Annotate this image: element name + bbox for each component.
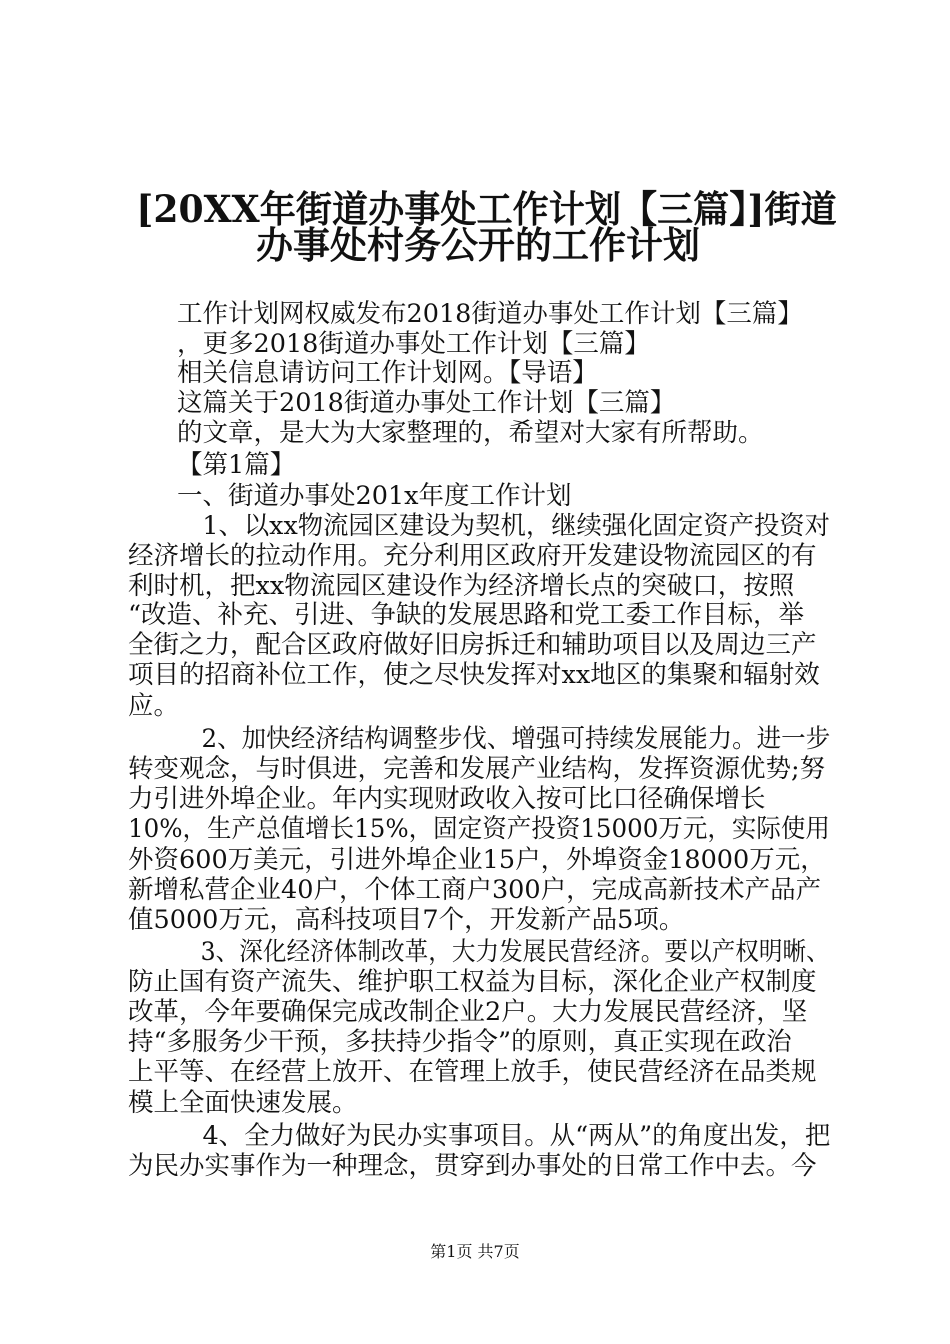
intro-line: ，更多2018街道办事处工作计划【三篇】 [177,329,650,359]
paragraph-line: 力引进外埠企业。年内实现财政收入按可比口径确保增长 [128,784,766,814]
subsection-heading: 一、街道办事处201x年度工作计划 [177,481,572,511]
paragraph-line: 防止国有资产流失、维护职工权益为目标，深化企业产权制度 [128,967,817,997]
document-title-line-1: [20XX年街道办事处工作计划【三篇】]街道 [136,187,837,231]
paragraph-line: 10%，生产总值增长15%，固定资产投资15000万元，实际使用 [128,814,830,844]
paragraph-line: “改造、补充、引进、争缺的发展思路和党工委工作目标，举 [128,600,805,630]
intro-line: 相关信息请访问工作计划网。【导语】 [177,358,598,388]
paragraph-line: 全街之力，配合区政府做好旧房拆迁和辅助项目以及周边三产 [128,630,817,660]
intro-line: 的文章，是大为大家整理的，希望对大家有所帮助。 [177,418,764,448]
paragraph-line: 转变观念，与时俱进，完善和发展产业结构，发挥资源优势;努 [128,754,826,784]
paragraph-line: 经济增长的拉动作用。充分利用区政府开发建设物流园区的有 [128,541,817,571]
paragraph-line: 持“多服务少干预，多扶持少指令”的原则，真正实现在政治 [128,1027,792,1057]
intro-line: 工作计划网权威发布2018街道办事处工作计划【三篇】 [177,299,803,329]
paragraph-line: 外资600万美元，引进外埠企业15户，外埠资金18000万元， [128,845,826,875]
paragraph-line: 为民办实事作为一种理念，贯穿到办事处的日常工作中去。今 [128,1151,817,1181]
paragraph-line: 上平等、在经营上放开、在管理上放手，使民营经济在品类规 [128,1057,817,1087]
intro-line: 这篇关于2018街道办事处工作计划【三篇】 [177,388,676,418]
paragraph-line: 改革，今年要确保完成改制企业2户。大力发展民营经济，坚 [128,997,808,1027]
paragraph-line: 项目的招商补位工作，使之尽快发挥对xx地区的集聚和辐射效 [128,660,820,690]
paragraph-line: 应。 [128,691,180,721]
paragraph-line: 新增私营企业40户，个体工商户300户，完成高新技术产品产 [128,875,822,905]
paragraph-line: 2、加快经济结构调整步伐、增强可持续发展能力。进一步 [177,724,831,754]
document-title-line-2: 办事处村务公开的工作计划 [256,223,700,267]
paragraph-line: 3、深化经济体制改革，大力发展民营经济。要以产权明晰、 [177,937,830,967]
page-footer: 第1页 共7页 [430,1242,520,1261]
paragraph-line: 值5000万元，高科技项目7个，开发新产品5项。 [128,905,685,935]
paragraph-line: 1、以xx物流园区建设为契机，继续强化固定资产投资对 [177,511,830,541]
paragraph-line: 利时机，把xx物流园区建设作为经济增长点的突破口，按照 [128,571,795,601]
paragraph-line: 4、全力做好为民办实事项目。从“两从”的角度出发，把 [177,1121,831,1151]
paragraph-line: 模上全面快速发展。 [128,1088,358,1118]
section-heading: 【第1篇】 [177,450,296,480]
